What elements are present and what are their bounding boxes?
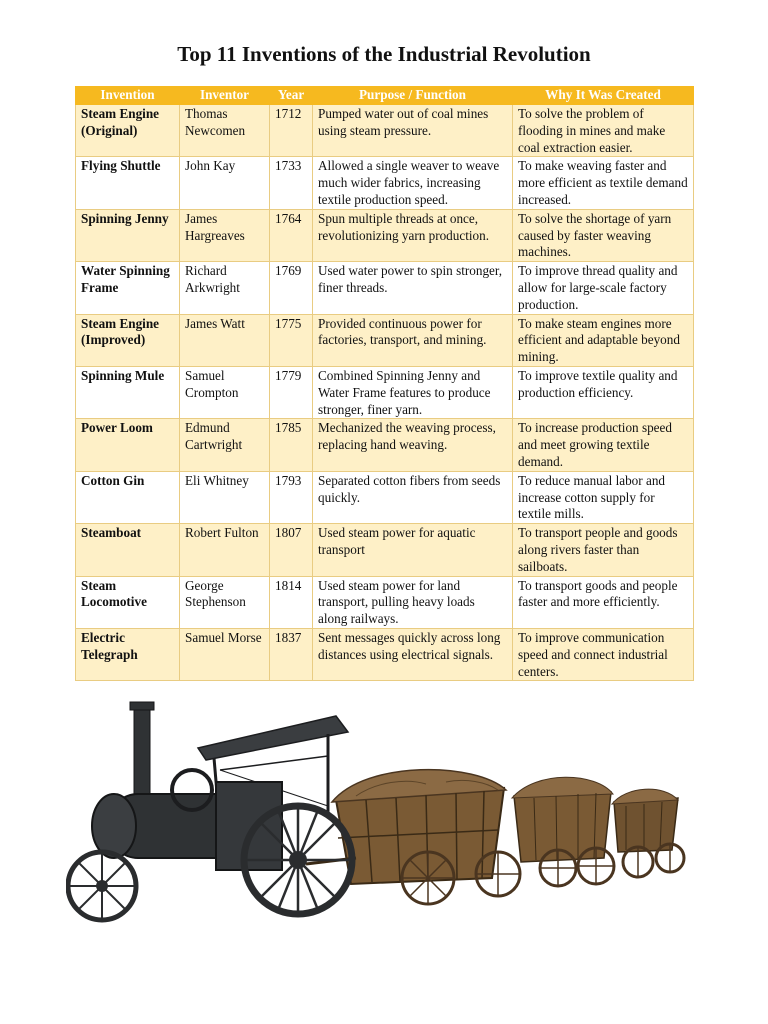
table-row — [76, 262, 694, 314]
year-cell: 1712 — [270, 105, 313, 157]
year-cell: 1807 — [270, 524, 313, 576]
purpose-cell: Pumped water out of coal mines using steam pressure. — [313, 105, 513, 157]
inventor-cell: Robert Fulton — [180, 524, 270, 576]
inventor-cell: Samuel Morse — [180, 628, 270, 680]
page-title: Top 11 Inventions of the Industrial Revolution — [177, 42, 591, 66]
table-row — [76, 366, 694, 418]
wagon-train — [306, 770, 684, 904]
table-row — [76, 314, 694, 366]
inventor-cell: Samuel Crompton — [180, 366, 270, 418]
purpose-cell: Used steam power for land transport, pulling heavy loads along railways. — [313, 576, 513, 628]
table-row — [76, 628, 694, 680]
column-header: Purpose / Function — [313, 87, 513, 105]
column-header: Inventor — [180, 87, 270, 105]
steam-traction-engine-with-wagons-illustration — [66, 698, 690, 936]
inventor-cell: Richard Arkwright — [180, 262, 270, 314]
reason-cell: To make weaving faster and more efficient as textile demand increased. — [513, 157, 694, 209]
reason-cell: To solve the problem of flooding in mines and make coal extraction easier. — [513, 105, 694, 157]
reason-cell: To solve the shortage of yarn caused by faster weaving machines. — [513, 209, 694, 261]
reason-cell: To reduce manual labor and increase cotton supply for textile mills. — [513, 471, 694, 523]
invention-cell: Steam Engine (Original) — [76, 105, 180, 157]
reason-cell: To make steam engines more efficient and adaptable beyond mining. — [513, 314, 694, 366]
reason-cell: To transport goods and people faster and more efficiently. — [513, 576, 694, 628]
year-cell: 1837 — [270, 628, 313, 680]
inventor-cell: James Watt — [180, 314, 270, 366]
inventor-cell: James Hargreaves — [180, 209, 270, 261]
year-cell: 1769 — [270, 262, 313, 314]
purpose-cell: Separated cotton fibers from seeds quickly. — [313, 471, 513, 523]
purpose-cell: Allowed a single weaver to weave much wider fabrics, increasing textile production speed. — [313, 157, 513, 209]
invention-cell: Electric Telegraph — [76, 628, 180, 680]
table-header-row — [76, 87, 694, 105]
year-cell: 1733 — [270, 157, 313, 209]
table-row — [76, 105, 694, 157]
table-row — [76, 419, 694, 471]
year-cell: 1775 — [270, 314, 313, 366]
column-header: Invention — [76, 87, 180, 105]
year-cell: 1793 — [270, 471, 313, 523]
column-header: Year — [270, 87, 313, 105]
table-row — [76, 471, 694, 523]
invention-cell: Spinning Mule — [76, 366, 180, 418]
reason-cell: To improve textile quality and production efficiency. — [513, 366, 694, 418]
inventor-cell: George Stephenson — [180, 576, 270, 628]
steam-engine — [68, 702, 352, 920]
table-row — [76, 157, 694, 209]
purpose-cell: Sent messages quickly across long distances using electrical signals. — [313, 628, 513, 680]
purpose-cell: Used water power to spin stronger, finer threads. — [313, 262, 513, 314]
year-cell: 1785 — [270, 419, 313, 471]
invention-cell: Cotton Gin — [76, 471, 180, 523]
invention-cell: Steam Locomotive — [76, 576, 180, 628]
column-header: Why It Was Created — [513, 87, 694, 105]
year-cell: 1814 — [270, 576, 313, 628]
purpose-cell: Used steam power for aquatic transport — [313, 524, 513, 576]
invention-cell: Power Loom — [76, 419, 180, 471]
reason-cell: To improve communication speed and connect industrial centers. — [513, 628, 694, 680]
table-row — [76, 209, 694, 261]
invention-cell: Spinning Jenny — [76, 209, 180, 261]
table-row — [76, 524, 694, 576]
invention-cell: Steam Engine (Improved) — [76, 314, 180, 366]
purpose-cell: Spun multiple threads at once, revolutionizing yarn production. — [313, 209, 513, 261]
invention-cell: Steamboat — [76, 524, 180, 576]
purpose-cell: Combined Spinning Jenny and Water Frame features to produce stronger, finer yarn. — [313, 366, 513, 418]
purpose-cell: Mechanized the weaving process, replacing hand weaving. — [313, 419, 513, 471]
year-cell: 1764 — [270, 209, 313, 261]
reason-cell: To improve thread quality and allow for large-scale factory production. — [513, 262, 694, 314]
purpose-cell: Provided continuous power for factories, transport, and mining. — [313, 314, 513, 366]
inventor-cell: Edmund Cartwright — [180, 419, 270, 471]
inventions-table — [75, 86, 694, 681]
reason-cell: To transport people and goods along rivers faster than sailboats. — [513, 524, 694, 576]
reason-cell: To increase production speed and meet growing textile demand. — [513, 419, 694, 471]
inventor-cell: Thomas Newcomen — [180, 105, 270, 157]
year-cell: 1779 — [270, 366, 313, 418]
table-row — [76, 576, 694, 628]
invention-cell: Water Spinning Frame — [76, 262, 180, 314]
invention-cell: Flying Shuttle — [76, 157, 180, 209]
inventor-cell: John Kay — [180, 157, 270, 209]
inventor-cell: Eli Whitney — [180, 471, 270, 523]
